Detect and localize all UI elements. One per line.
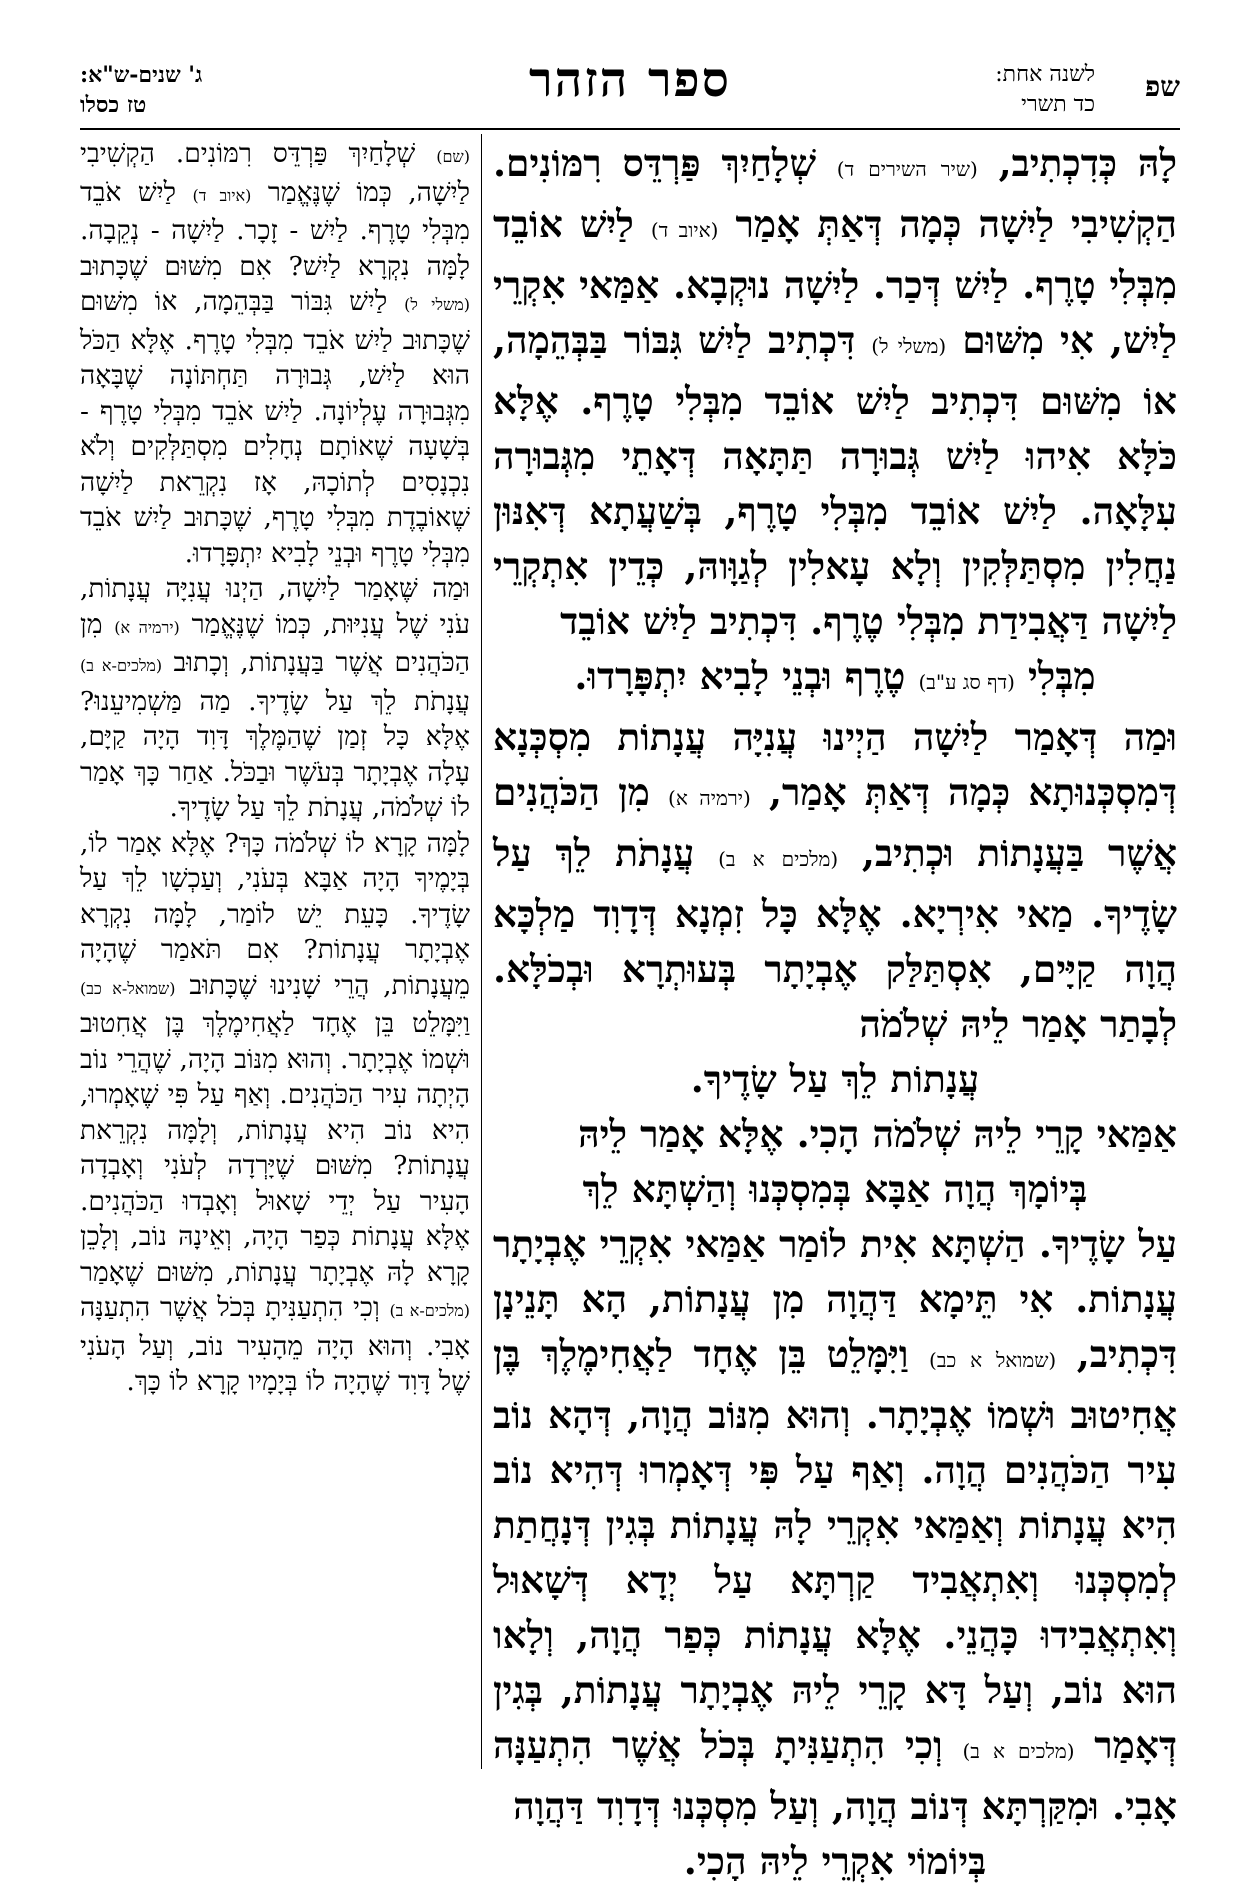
main-text: וְכִי הִתְעַנִּיתָ בְּכֹל אֲשֶׁר הִתְעַנָּה אָבִי. וּמִקַּרְתָּא דְּנוֹב הֲוָה, וְעַל מִסְכְּנוּ דְּדָוִד דַּהֲוָה <box>493 1723 1177 1828</box>
translation-column <box>80 136 470 1786</box>
main-text: וַיִּמָּלֵט בֵּן אֶחָד לַאֲחִימֶלֶךְ בֶּן אֲחִיטוּב וּשְׁמוֹ אֶבְיָתָר. וְהוּא מִנּוֹב הֲוָה, דְּהָא נוֹב עִיר הַכֹּהֲנִים הֲוָה. וְאַף עַל פִּי דְּאָמְרוּ דְּהִיא נוֹב הִיא עֲנָתוֹת וְאַמַּאי אִקְרֵי לָהּ עֲנָתוֹת בְּגִין דְּנָחֲתַת לְמִסְכְּנוּ וְאִתְאֲבִיד קַרְתָּא עַל יְדָא דְּשָׁאוּל וְאִתְאֲבִידוּ כָּהֲנֵי. אֶלָּא עֲנָתוֹת כְּפַר הֲוָה, וְלָאו הוּא נוֹב, וְעַל דָּא קָרֵי לֵיהּ אֶבְיָתָר עֲנָתוֹת, בְּגִין דְּאָמַר <box>493 1332 1178 1767</box>
translation-text: עֲנָתֹת לֵךְ עַל שָׂדֶיךָ. מַה מַּשְׁמִיעֵנוּ? אֶלָּא כָּל זְמַן שֶׁהַמֶּלֶךְ דָּוִד הָיָה קַיָּם, עָלָה אֶבְיָתָר בְּעֹשֶׁר וּבַכֹּל. אַחַר כָּךְ אָמַר לוֹ שְׁלֹמֹה, עֲנָתֹת לֵךְ עַל שָׂדֶיךָ. <box>80 685 470 823</box>
book-title: ספר הזהר <box>529 52 731 108</box>
main-text: לַיִשׁ אוֹבֵד מִבְּלִי טָרֶף. לַיִשׁ דְּכַר. לַיִשָׁה נוּקְבָא. אַמַּאי אִקְרֵי לַיִשׁ, אִי מִשּׁוּם <box>493 202 1177 362</box>
main-text-column <box>493 136 1178 1883</box>
verse-reference: (שם) <box>436 147 470 166</box>
translation-text: וַיִּמָּלֵט בֵּן אֶחָד לַאֲחִימֶלֶךְ בֶּן אֲחִטוּב וּשְׁמוֹ אֶבְיָתָר. וְהוּא מִנּוֹב הָיָה, שֶׁהֲרֵי נוֹב הָיְתָה עִיר הַכֹּהֲנִים. וְאַף עַל פִּי שֶׁאָמְרוּ, הִיא נוֹב הִיא עֲנָתוֹת, וְלָמָּה נִקְרֵאת עֲנָתוֹת? מִשּׁוּם שֶׁיָּרְדָה לְעֹנִי וְאָבְדָה הָעִיר עַל יְדֵי שָׁאוּל וְאָבְדוּ הַכֹּהֲנִים. אֶלָּא עֲנָתוֹת כְּפַר הָיָה, וְאֵינָהּ נוֹב, וְלָכֵן קָרָא לָהּ אֶבְיָתָר עֲנָתוֹת, מִשּׁוּם שֶׁאָמַר <box>80 1008 470 1288</box>
verse-reference: (שמואל-א כב) <box>80 978 176 998</box>
verse-reference: (שמואל א כב) <box>929 1348 1057 1372</box>
translation-text: לַיִשׁ אֹבֵד מִבְּלִי טָרֶף. לַיִשׁ - זָכָר. לַיִשָׁה - נְקֵבָה. לָמָּה נִקְרָא לַיִשׁ? אִם מִשּׁוּם שֶׁכָּתוּב <box>80 176 470 282</box>
column-divider <box>481 134 482 1769</box>
translation-text: שְׁלָחַיִךְ פַּרְדֵּס רִמּוֹנִים. הַקְשִׁיבִי לַיִשָׁה, כְּמוֹ שֶׁנֶּאֱמַר <box>80 138 471 208</box>
verse-reference: (איוב ד) <box>650 218 719 242</box>
main-text: שְׁלָחַיִךְ פַּרְדֵּס רִמּוֹנִים. הַקְשִׁיבִי לַיִשָׁה כְּמָה דְּאַתְּ אָמַר <box>493 141 1177 246</box>
main-text: עַל שָׂדֶיךָ. הַשְׁתָּא אִית לוֹמַר אַמַּאי אִקְרֵי אֶבְיָתָר עֲנָתוֹת. אִי תֵּימָא דַּהֲוָה מִן עֲנָתוֹת, הָא תָּנֵינָן דִּכְתִיב, <box>493 1222 1177 1376</box>
verse-reference: (משלי ל) <box>404 295 471 314</box>
main-paragraph-3-end: בְּיוֹמוֹי אִקְרֵי לֵיהּ הָכִי. <box>683 1839 987 1883</box>
translation-paragraph-2 <box>80 571 470 826</box>
verse-reference: (ירמיה א) <box>114 617 180 637</box>
main-text: מִן הַכֹּהֲנִים אֲשֶׁר בַּעֲנָתוֹת וּכְתִיב, <box>493 770 1178 875</box>
main-text: לָהּ כְּדִכְתִיב, <box>977 141 1178 185</box>
main-paragraph-3-body <box>493 1217 1177 1834</box>
verse-reference: (מלכים א ב) <box>718 847 839 871</box>
header-right-line-1: לשנה אחת: <box>995 62 1095 87</box>
main-text: דִּכְתִיב לַיִשׁ גִּבּוֹר בַּבְּהֵמָה, אוֹ מִשּׁוּם דִּכְתִיב לַיִשׁ אוֹבֵד מִבְּלִי טָרֶף. אֶלָּא כֹּלָּא אִיהוּ לַיִשׁ גְּבוּרָה תַּתָּאָה דְּאָתֵי מִגְּבוּרָה עִלָּאָה. לַיִשׁ אוֹבֵד מִבְּלִי טָרֶף, בְּשַׁעֲתָא דְּאִנּוּן נַחֲלִין מִסְתַּלְּקִין וְלָא עָאלִין לְגַוָּוהּ, כְּדֵין אִתְקְרֵי לַיִשָׁה דַּאֲבִידַת מִבְּלִי טֶרֶף. דִּכְתִיב לַיִשׁ אוֹבֵד <box>493 318 1177 643</box>
main-text: טֶרֶף וּבְנֵי לָבִיא יִתְפָּרָדוּ. <box>574 654 919 698</box>
header-rule <box>80 128 1180 130</box>
translation-text: וְכִי הִתְעַנִּיתָ בְּכֹל אֲשֶׁר הִתְעַנָּה אָבִי. וְהוּא הָיָה מֵהָעִיר נוֹב, וְעַל הָעֹנִי שֶׁל דָּוִד שֶׁהָיָה לוֹ בְּיָמָיו קָרָא לוֹ כָּךְ. <box>80 1292 470 1397</box>
verse-reference: (שיר השירים ד) <box>836 157 978 181</box>
verse-reference: (מלכים א ב) <box>962 1739 1075 1763</box>
page-header <box>80 50 1180 125</box>
header-left-info <box>80 60 202 120</box>
translation-paragraph-1 <box>80 136 470 571</box>
page-number: שפ <box>1144 70 1180 103</box>
verse-reference: (איוב ד) <box>192 185 252 205</box>
verse-reference: (מלכים-א ב) <box>389 1301 470 1320</box>
main-paragraph-2-end: עֲנָתוֹת לֵךְ עַל שָׂדֶיךָ. <box>690 1057 980 1101</box>
translation-text: וּמַה שֶּׁאָמַר לַיִשָׁה, הַיְנוּ עֲנִיָּה עֲנָתוֹת, עֹנִי שֶׁל עֲנִיּוּת, כְּמוֹ שֶׁנֶּאֱמַר <box>80 573 471 640</box>
main-paragraph-3 <box>493 1107 1177 1162</box>
main-paragraph-1-end <box>493 649 1177 710</box>
verse-reference: (משלי ל) <box>871 334 947 358</box>
main-paragraph-1 <box>493 136 1177 649</box>
translation-paragraph-3 <box>80 826 470 1400</box>
header-right-line-2: כד תשרי <box>1021 92 1095 117</box>
main-paragraph-3-center: בְּיוֹמָךְ הֲוָה אַבָּא בְּמִסְכְּנוּ וְהַשְׁתָּא לֵךְ <box>582 1167 1088 1211</box>
verse-reference: (מלכים-א ב) <box>80 656 163 675</box>
verse-reference: (ירמיה א) <box>668 786 751 810</box>
header-left-line-1: ג' שנים-ש"א: <box>80 62 203 88</box>
main-text: וּמַה דְּאָמַר לַיִשָׁה הַיְינוּ עֲנִיָּה עֲנָתוֹת מִסְכְּנָא דְּמִסְכְּנוּתָא כְּמָה דְּאַתְּ אָמַר, <box>493 715 1178 814</box>
header-left-line-2: טז כסלו <box>80 92 147 118</box>
translation-text: לָמָּה קָרָא לוֹ שְׁלֹמֹה כָּךְ? אֶלָּא אָמַר לוֹ, בְּיָמֶיךָ הָיָה אַבָּא בְּעֹנִי, וְעַכְשָׁו לֵךְ עַל שָׂדֶיךָ. כָּעֵת יֵשׁ לוֹמַר, לָמָּה נִקְרָא אֶבְיָתָר עֲנָתוֹת? אִם תֹּאמַר שֶׁהָיָה מֵעֲנָתוֹת, הֲרֵי שָׁנִינוּ שֶׁכָּתוּב <box>80 827 470 1001</box>
main-text: אַמַּאי קָרֵי לֵיהּ שְׁלֹמֹה הָכִי. אֶלָּא אָמַר לֵיהּ <box>578 1112 1177 1156</box>
translation-text: מִן הַכֹּהֲנִים אֲשֶׁר בַּעֲנָתוֹת, וְכָתוּב <box>80 608 470 678</box>
daf-reference: (דף סג ע"ב) <box>918 670 1015 694</box>
translation-text: לַיִשׁ גִּבּוֹר בַּבְּהֵמָה, אוֹ מִשּׁוּם שֶׁכָּתוּב לַיִשׁ אֹבֵד מִבְּלִי טָרֶף. אֶלָּא הַכֹּל הוּא לַיִשׁ, גְּבוּרָה תַּחְתּוֹנָה שֶׁבָּאָה מִגְּבוּרָה עֶלְיוֹנָה. לַיִשׁ אֹבֵד מִבְּלִי טָרֶף - בְּשָׁעָה שֶׁאוֹתָם נְחָלִים מִסְתַּלְּקִים וְלֹא נִכְנָסִים לְתוֹכָהּ, אָז נִקְרֵאת לַיִשָׁה שֶׁאוֹבֶדֶת מִבְּלִי טָרֶף, שֶׁכָּתוּב לַיִשׁ אֹבֵד מִבְּלִי טָרֶף וּבְנֵי לָבִיא יִתְפָּרָדוּ. <box>80 286 470 569</box>
main-text: מִבְּלִי <box>1014 654 1096 698</box>
main-text: עֲנָתֹת לֵךְ עַל שָׂדֶיךָ. מַאי אִירְיָא. אֶלָּא כָּל זִמְנָא דְּדָוִד מַלְכָּא הֲוָה קַיָּים, אִסְתַּלַּק אֶבְיָתָר בְּעוּתְרָא וּבְכֹלָּא. לְבָתַר אָמַר לֵיהּ שְׁלֹמֹה <box>493 831 1177 1046</box>
main-paragraph-2 <box>493 710 1177 1052</box>
